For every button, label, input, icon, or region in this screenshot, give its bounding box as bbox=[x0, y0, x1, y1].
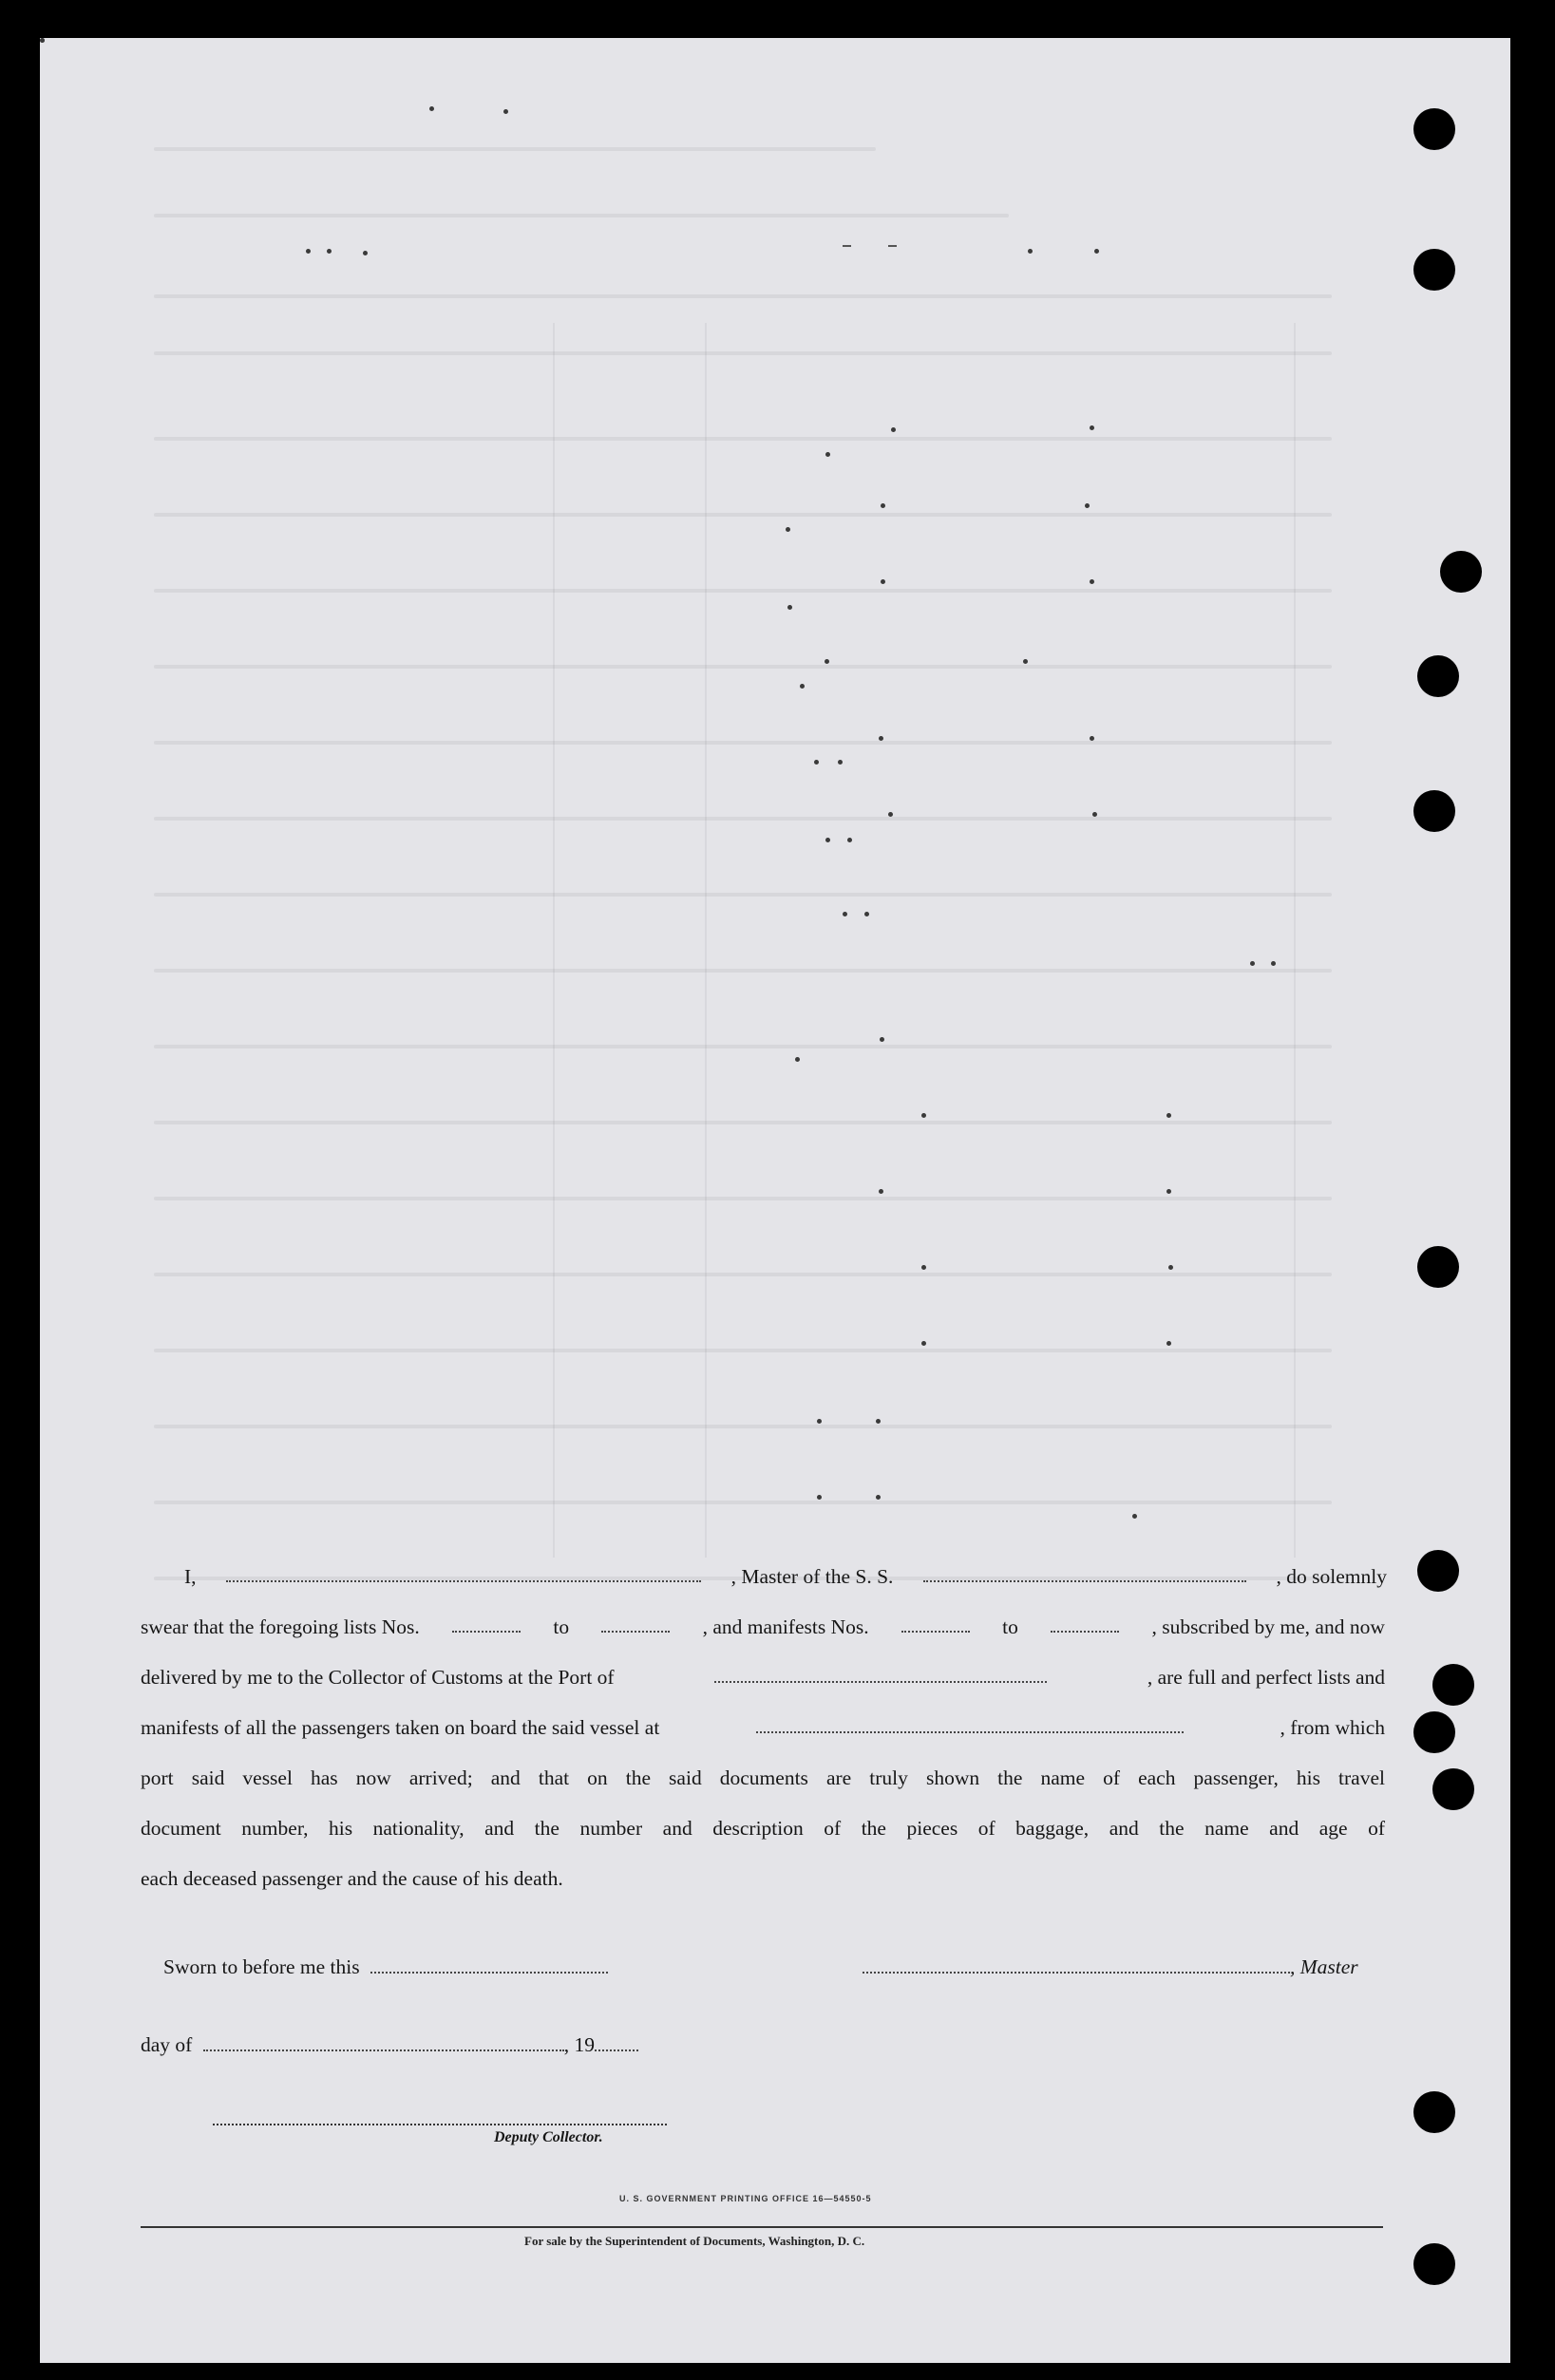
port-of-arrival-field[interactable] bbox=[714, 1664, 1047, 1683]
punch-hole bbox=[1413, 108, 1455, 150]
oath-line-5: port said vessel has now arrived; and that on the said documents are truly shown the name of each passenger, his travel bbox=[141, 1766, 1385, 1789]
port-of-departure-field[interactable] bbox=[756, 1714, 1184, 1733]
oath-line-4 bbox=[141, 1714, 1385, 1741]
month-field[interactable] bbox=[203, 2032, 564, 2051]
punch-hole bbox=[1413, 2243, 1455, 2285]
footer-rule bbox=[141, 2226, 1383, 2228]
oath-text: swear that the foregoing lists Nos. bbox=[141, 1615, 420, 1638]
oath-text: , subscribed by me, and now bbox=[1151, 1615, 1385, 1638]
oath-text: , do solemnly bbox=[1276, 1565, 1387, 1588]
oath-text: , and manifests Nos. bbox=[702, 1615, 869, 1638]
punch-hole bbox=[1417, 1550, 1459, 1592]
sworn-date-field[interactable] bbox=[370, 1955, 608, 1974]
sworn-row bbox=[163, 1955, 608, 1979]
punch-hole bbox=[1432, 1664, 1474, 1706]
manifests-from-field[interactable] bbox=[901, 1614, 970, 1633]
master-signature-field[interactable] bbox=[863, 1955, 1290, 1974]
master-name-field[interactable] bbox=[226, 1563, 701, 1582]
day-of-label: day of bbox=[141, 2033, 193, 2056]
oath-text: to bbox=[553, 1615, 570, 1638]
punch-hole bbox=[1432, 1768, 1474, 1810]
punch-hole bbox=[1413, 790, 1455, 832]
oath-text: , are full and perfect lists and bbox=[1147, 1666, 1385, 1689]
lists-to-field[interactable] bbox=[601, 1614, 670, 1633]
master-signature-row bbox=[863, 1955, 1358, 1979]
oath-line-7: each deceased passenger and the cause of his death. bbox=[141, 1867, 563, 1890]
manifests-to-field[interactable] bbox=[1051, 1614, 1119, 1633]
oath-line-6: document number, his nationality, and the number and description of the pieces of baggage, and the name and age of bbox=[141, 1817, 1385, 1840]
master-label: , Master bbox=[1290, 1955, 1358, 1978]
sworn-label: Sworn to before me this bbox=[163, 1955, 360, 1978]
oath-text: manifests of all the passengers taken on board the said vessel at bbox=[141, 1716, 660, 1739]
punch-hole bbox=[1413, 2091, 1455, 2133]
oath-text: delivered by me to the Collector of Customs at the Port of bbox=[141, 1666, 615, 1689]
printing-office-note: U. S. GOVERNMENT PRINTING OFFICE 16—54550-5 bbox=[619, 2194, 872, 2203]
year-label: , 19 bbox=[563, 2033, 595, 2056]
punch-hole bbox=[1417, 655, 1459, 697]
vessel-name-field[interactable] bbox=[923, 1563, 1246, 1582]
lists-from-field[interactable] bbox=[452, 1614, 521, 1633]
year-field[interactable] bbox=[595, 2032, 638, 2051]
deputy-collector-label: Deputy Collector. bbox=[494, 2129, 603, 2145]
punch-hole bbox=[1417, 1246, 1459, 1288]
oath-line-2 bbox=[141, 1614, 1385, 1640]
oath-text: , Master of the S. S. bbox=[730, 1565, 894, 1588]
punch-hole bbox=[1413, 249, 1455, 291]
document-page bbox=[40, 38, 1510, 2363]
oath-text: to bbox=[1002, 1615, 1018, 1638]
sale-notice: For sale by the Superintendent of Documents, Washington, D. C. bbox=[524, 2234, 865, 2248]
punch-hole bbox=[1440, 551, 1482, 593]
oath-line-3 bbox=[141, 1664, 1385, 1691]
deputy-signature-line bbox=[213, 2122, 667, 2125]
oath-text: I, bbox=[184, 1565, 197, 1588]
oath-line-1 bbox=[184, 1563, 1387, 1590]
day-of-row bbox=[141, 2032, 638, 2057]
oath-text: , from which bbox=[1280, 1716, 1385, 1739]
punch-hole bbox=[1413, 1711, 1455, 1753]
